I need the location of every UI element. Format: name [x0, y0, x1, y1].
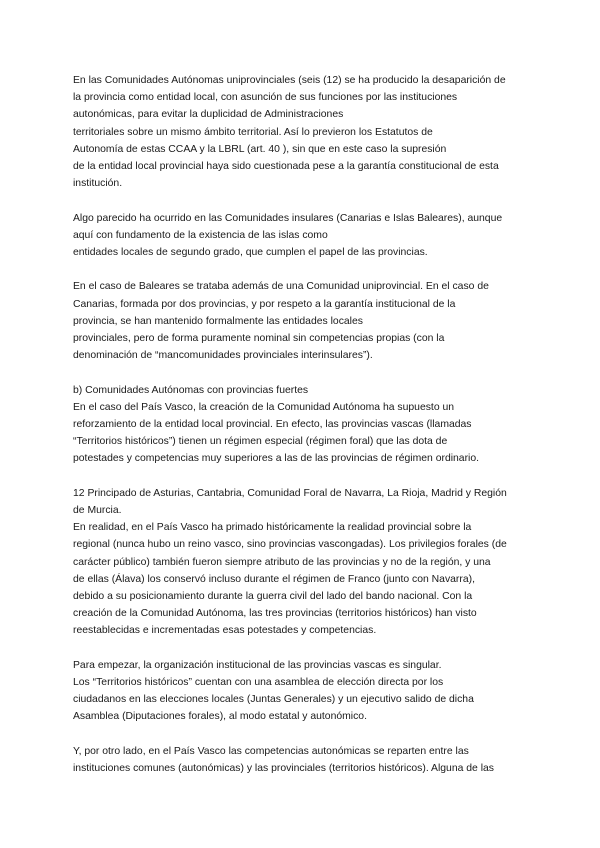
text-line: debido a su posicionamiento durante la guerra civil del lado del bando nacional. Con la	[73, 591, 473, 603]
text-line: denominación de “mancomunidades provinciales interinsulares”).	[73, 350, 373, 362]
text-line: Autonomía de estas CCAA y la LBRL (art. 40 ), sin que en este caso la supresión	[73, 143, 447, 155]
text-line: potestades y competencias muy superiores a las de las provincias de régimen ordinario.	[73, 453, 480, 465]
text-line: Asamblea (Diputaciones forales), al modo estatal y autonómico.	[73, 711, 367, 723]
text-line: creación de la Comunidad Autónoma, las tres provincias (territorios históricos) han visto	[73, 608, 477, 620]
text-line: provincia, se han mantenido formalmente las entidades locales	[73, 315, 363, 327]
text-line: aquí con fundamento de la existencia de las islas como	[73, 229, 328, 241]
text-line: Para empezar, la organización institucional de las provincias vascas es singular.	[73, 659, 442, 671]
text-line: de ellas (Álava) los conservó incluso durante el régimen de Franco (junto con Navarra),	[73, 573, 475, 585]
text-line: ciudadanos en las elecciones locales (Juntas Generales) y un ejecutivo salido de dicha	[73, 694, 474, 706]
text-line: regional (nunca hubo un reino vasco, sino provincias vascongadas). Los privilegios forales (de	[73, 539, 507, 551]
paragraph-organizacion	[73, 657, 543, 726]
paragraph-competencias	[73, 743, 543, 777]
paragraph-insulares	[73, 210, 543, 262]
text-line: provinciales, pero de forma puramente nominal sin competencias propias (con la	[73, 333, 445, 345]
text-line: reestablecidas e incrementadas esas potestades y competencias.	[73, 625, 377, 637]
text-line: Algo parecido ha ocurrido en las Comunidades insulares (Canarias e Islas Baleares), aunque	[73, 212, 503, 224]
text-line: la provincia como entidad local, con asunción de sus funciones por las instituciones	[73, 92, 458, 104]
text-line: Canarias, formada por dos provincias, y por respeto a la garantía institucional de la	[73, 298, 456, 310]
text-line: entidades locales de segundo grado, que cumplen el papel de las provincias.	[73, 247, 428, 259]
text-line: instituciones comunes (autonómicas) y las provinciales (territorios históricos). Alguna de las	[73, 763, 495, 775]
text-line: de la entidad local provincial haya sido cuestionada pese a la garantía constitucional de esta	[73, 161, 499, 173]
text-line: En el caso del País Vasco, la creación de la Comunidad Autónoma ha supuesto un	[73, 401, 455, 413]
document-body	[73, 72, 543, 794]
text-line: institución.	[73, 178, 123, 190]
text-line: reforzamiento de la entidad local provincial. En efecto, las provincias vascas (llamadas	[73, 419, 472, 431]
text-line: En las Comunidades Autónomas uniprovinciales (seis (12) se ha producido la desaparición de	[73, 75, 506, 86]
paragraph-uniprovincial	[73, 72, 543, 192]
text-line: Los “Territorios históricos” cuentan con una asamblea de elección directa por los	[73, 677, 444, 689]
paragraph-footnote-pais-vasco	[73, 485, 543, 640]
footnote-line: de Murcia.	[73, 505, 122, 517]
text-line: “Territorios históricos”) tienen un régimen especial (régimen foral) que las dota de	[73, 436, 448, 448]
text-line: En realidad, en el País Vasco ha primado históricamente la realidad provincial sobre la	[73, 522, 472, 534]
text-line: En el caso de Baleares se trataba además de una Comunidad uniprovincial. En el caso de	[73, 281, 489, 293]
text-line: autonómicas, para evitar la duplicidad de Administraciones	[73, 109, 344, 121]
footnote-line: 12 Principado de Asturias, Cantabria, Comunidad Foral de Navarra, La Rioja, Madrid y Región	[73, 487, 507, 499]
paragraph-baleares-canarias	[73, 278, 543, 364]
text-line: carácter público) también fueron siempre atributo de las provincias y no de la región, y una	[73, 556, 491, 568]
text-line: territoriales sobre un mismo ámbito territorial. Así lo previeron los Estatutos de	[73, 126, 433, 138]
paragraph-provincias-fuertes	[73, 382, 543, 468]
section-heading: b) Comunidades Autónomas con provincias fuertes	[73, 384, 309, 396]
text-line: Y, por otro lado, en el País Vasco las competencias autonómicas se reparten entre las	[73, 745, 469, 757]
